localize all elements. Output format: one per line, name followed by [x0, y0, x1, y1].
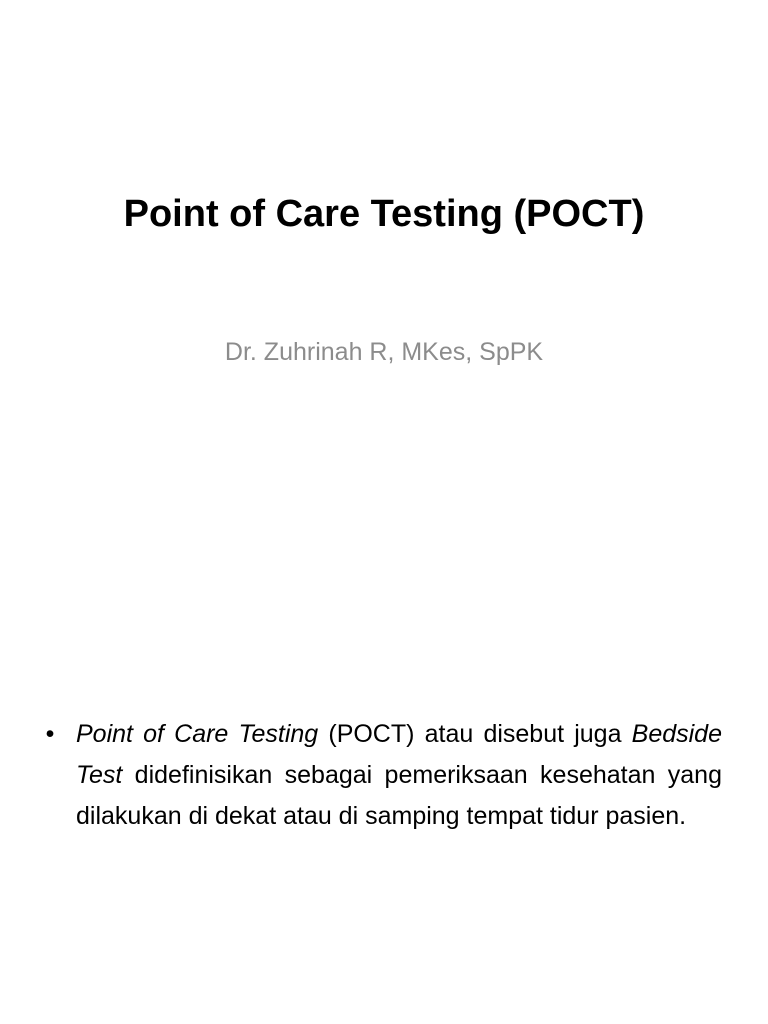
bullet-text-plain: (POCT) atau disebut juga — [318, 720, 632, 748]
bullet-text-italic-term: Point of Care Testing — [76, 720, 319, 748]
bullet-text-plain: didefinisikan sebagai pemeriksaan kesehatan yang dilakukan di dekat atau di samping tempat tidur pasien. — [76, 761, 722, 830]
bullet-text — [76, 714, 722, 837]
slide-title: Point of Care Testing (POCT) — [123, 193, 645, 235]
bullet-marker: • — [45, 720, 55, 748]
bullet-list — [40, 714, 722, 837]
bullet-item — [40, 714, 722, 837]
bullet-text-italic-term: Bedside Test — [76, 720, 722, 789]
slide-subtitle-author: Dr. Zuhrinah R, MKes, SpPK — [224, 338, 544, 366]
